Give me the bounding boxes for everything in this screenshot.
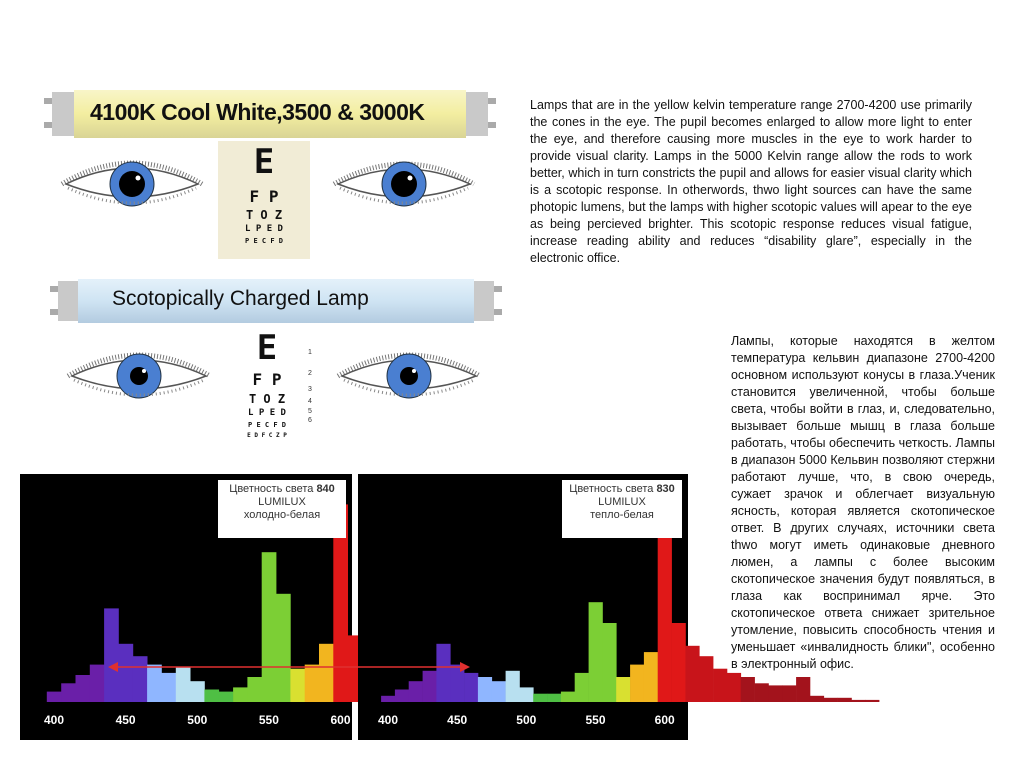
legend-840-line2: LUMILUX	[258, 496, 306, 508]
spectrum-bar-830-590	[644, 652, 658, 702]
english-paragraph: Lamps that are in the yellow kelvin temperature range 2700-4200 use primarily the cones in the eye. The pupil becomes enlarged to allow more light to enter the eye, and therefore causing more muscles in the eye to work harder to provide visual clarity. Lamps in the 5000 Kelvin range allow the rods to work better, which in turn constricts the pupil and allows for easier visual clarity which is a scotopic response. In otherwords, thwo light sources can have the same photopic lumens, but the lamps with higher scotopic values will apear to the eye as being percieved brighter. This scotopic response reduces visual fatigue, increase reading ability and reduces “disability glare”, especially in the electronic office.	[530, 98, 972, 265]
spectrum-bar-830-720	[824, 698, 838, 702]
right-eye-dilated-icon	[330, 150, 478, 216]
spectrum-bar-830-490	[506, 671, 520, 702]
spectrum-bar-840-510	[204, 690, 219, 703]
spectrum-bar-840-540	[247, 677, 262, 702]
chart2-row-3: T O Z	[248, 392, 286, 406]
spectrum-bar-830-740	[851, 700, 865, 702]
chart2-rownum-6: 6	[308, 417, 312, 424]
spectrum-bar-830-640	[713, 669, 727, 702]
tick-label-840-500: 500	[187, 713, 208, 727]
tick-label-840-600: 600	[330, 713, 351, 727]
spectrum-bar-830-650	[727, 673, 741, 702]
spectrum-bar-830-680	[768, 685, 782, 702]
spectrum-bar-830-560	[602, 623, 616, 702]
spectrum-bar-830-540	[575, 673, 589, 702]
right-eye-constricted-icon	[334, 340, 484, 406]
tick-label-830-450: 450	[447, 713, 468, 727]
russian-paragraph: Лампы, которые находятся в желтом температура кельвин диапазоне 2700-4200 основном используют конусы в глаза.Ученик становится увеличенной, чтобы больше света, чтобы войти в глаз, и, следовательно, вызывает больше мышц в глаза больше работать, чтобы обеспечить четкость. Лампы в диапазон 5000 Кельвин позволяют стержни работают лучше, что, в свою очередь, сужает зрачок и облегчает визуальную ясность, которая является скотопическое ответ. В других случаях, источники света thwo могут иметь одинаковые дневного люмен, а лампы с более высоким скотопическое значения будут появляться, в глаза как воспринимал ярче. Это скотопическое ответа снижает зрительное утомление, повысить способность чтения и уменьшает «инвалидность блики", особенно в электронный офис.	[731, 334, 995, 671]
spectrum-bar-840-550	[262, 552, 277, 702]
spectrum-bar-830-670	[755, 683, 769, 702]
legend-840	[218, 480, 346, 538]
chart2-rownum-3: 3	[308, 386, 312, 393]
spectrum-bar-830-480	[492, 681, 506, 702]
legend-830	[562, 480, 682, 538]
tick-label-830-600: 600	[654, 713, 675, 727]
chart2-rownum-2: 2	[308, 370, 312, 377]
chart2-row-5: P E C F D	[248, 421, 286, 429]
spectrum-bar-830-510	[533, 694, 547, 702]
spectrum-bar-830-400	[381, 696, 395, 702]
tick-label-830-500: 500	[516, 713, 537, 727]
legend-840-line3: холодно-белая	[243, 509, 321, 521]
spectrum-bar-840-430	[90, 665, 105, 702]
spectrum-bar-830-520	[547, 694, 561, 702]
lamp2-label: Scotopically Charged Lamp	[112, 287, 369, 310]
spectrum-bar-830-530	[561, 692, 575, 702]
spectrum-bar-830-570	[616, 677, 630, 702]
spectrum-bar-840-410	[61, 683, 76, 702]
eye-chart-2	[226, 329, 322, 445]
comparison-arrow-icon	[108, 660, 470, 674]
eye-chart-1	[218, 141, 310, 259]
lamp1-label: 4100K Cool White,3500 & 3000K	[90, 99, 425, 125]
tick-label-830-550: 550	[585, 713, 606, 727]
spectrum-bar-830-700	[796, 677, 810, 702]
tick-label-830-700: 700	[792, 713, 814, 727]
chart2-rownum-1: 1	[308, 349, 312, 356]
chart1-row-1: E	[253, 142, 275, 182]
spectrum-bar-830-470	[478, 677, 492, 702]
spectrum-bar-840-480	[161, 673, 176, 702]
spectrum-bar-830-730	[838, 698, 852, 702]
tick-label-830-650: 650	[723, 713, 744, 727]
legend-840-code: 840	[316, 483, 335, 495]
chart1-row-3: T O Z	[245, 208, 283, 222]
chart2-row-1: E	[256, 328, 278, 368]
spectrum-bar-830-690	[782, 685, 796, 702]
legend-830-line3: тепло-белая	[590, 509, 654, 521]
chart2-row-2: F P	[252, 370, 282, 389]
spectrum-bar-840-420	[76, 675, 91, 702]
left-eye-constricted-icon	[64, 340, 214, 406]
spectrum-bar-830-710	[810, 696, 824, 702]
spectrum-bar-830-600	[658, 527, 672, 702]
spectrum-bar-840-500	[190, 681, 205, 702]
left-eye-dilated-icon	[58, 148, 206, 214]
spectrum-bar-840-400	[47, 692, 62, 702]
spectrum-bar-830-420	[409, 681, 423, 702]
chart2-rownum-4: 4	[308, 398, 312, 405]
spectrum-bar-840-440	[104, 608, 119, 702]
spectrum-bar-830-430	[423, 671, 437, 702]
spectrum-bar-830-630	[699, 656, 713, 702]
chart2-row-4: L P E D	[248, 408, 286, 418]
chart2-rownum-5: 5	[308, 408, 312, 415]
chart1-row-2: F P	[249, 187, 279, 206]
legend-840-line1: Цветность света	[229, 483, 314, 495]
spectrum-bar-830-580	[630, 665, 644, 702]
spectrum-bar-830-660	[741, 677, 755, 702]
tick-label-840-550: 550	[258, 713, 279, 727]
spectrum-bar-830-750	[865, 700, 879, 702]
legend-830-line2: LUMILUX	[598, 496, 646, 508]
spectrum-bar-840-530	[233, 687, 248, 702]
spectrum-bar-830-500	[519, 687, 533, 702]
tick-label-840-450: 450	[115, 713, 136, 727]
spectrum-chart-840	[20, 474, 352, 740]
spectrum-bar-830-410	[395, 690, 409, 703]
spectrum-bar-830-550	[589, 602, 603, 702]
tick-label-840-400: 400	[43, 713, 65, 727]
spectrum-bar-830-460	[464, 673, 478, 702]
legend-830-code: 830	[656, 483, 675, 495]
legend-830-line1: Цветность света	[569, 483, 654, 495]
chart1-row-4: L P E D	[245, 224, 283, 234]
tick-label-830-400: 400	[377, 713, 399, 727]
chart2-row-6: E D F C Z P	[247, 432, 287, 439]
tick-label-830-750: 750	[862, 713, 883, 727]
spectrum-chart-830	[358, 474, 883, 740]
spectrum-bar-840-560	[276, 594, 291, 702]
chart1-row-5: P E C F D	[245, 237, 283, 245]
spectrum-bar-830-610	[672, 623, 686, 702]
spectrum-bar-840-520	[219, 692, 234, 702]
spectrum-bar-830-620	[685, 646, 699, 702]
